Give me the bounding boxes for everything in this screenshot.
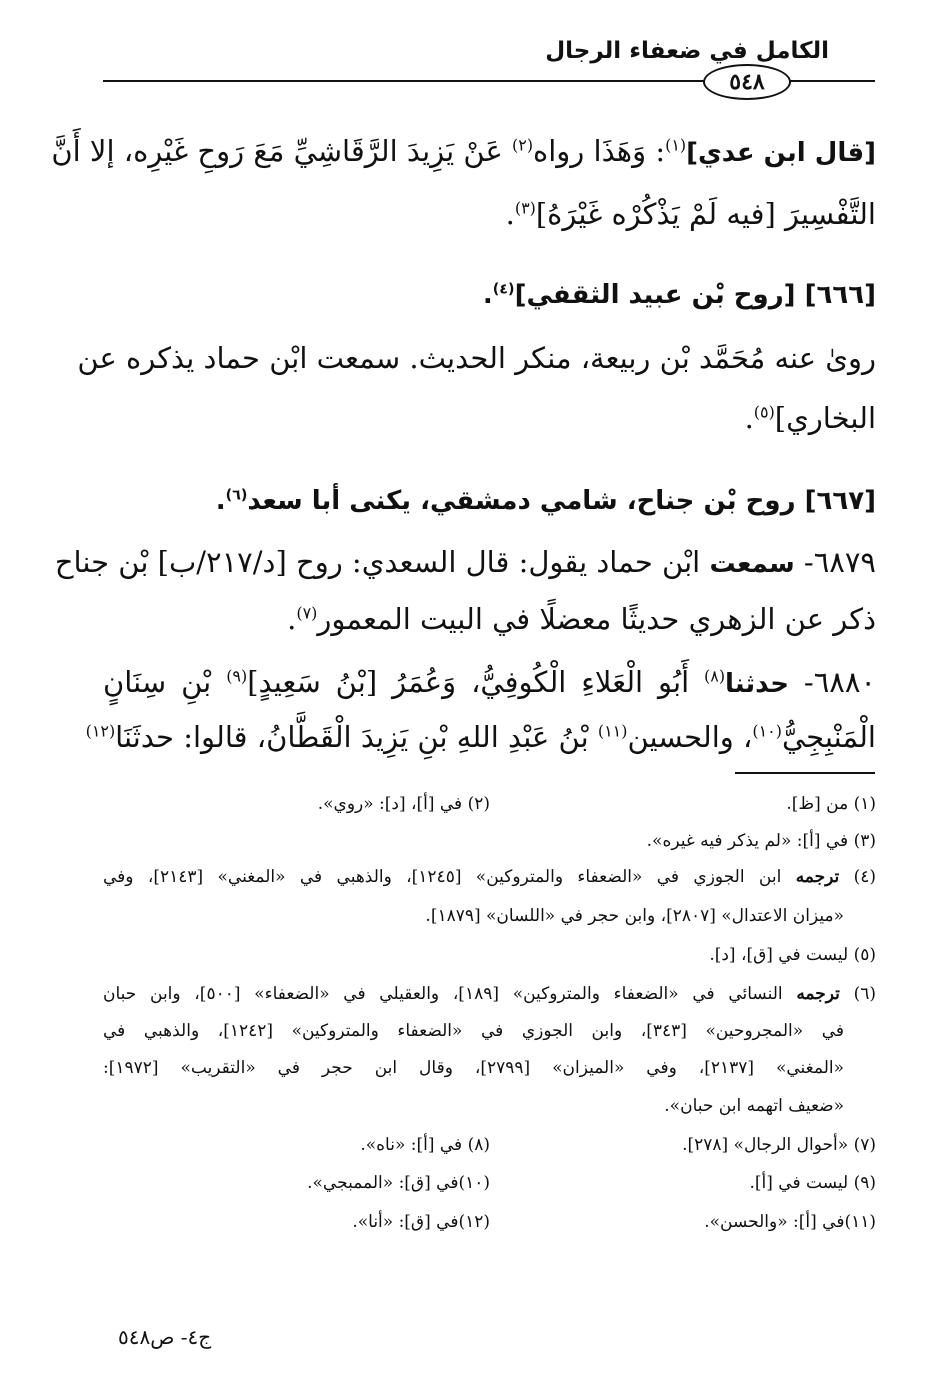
body-line	[54, 542, 876, 584]
footnote-ref: (١١)	[597, 721, 628, 741]
footnote-6	[103, 979, 876, 1009]
hadith-number: ٦٨٧٩-	[803, 545, 876, 579]
volume-page-reference: ج٤- ص٥٤٨	[118, 1325, 212, 1349]
footnote-keyword: ترجمه	[795, 867, 840, 887]
footnote-6-cont: «المغني» [٢١٣٧]، وفي «الميزان» [٢٧٩٩]، وقال ابن حجر في «التقريب» [١٩٧٢]:	[103, 1058, 844, 1078]
entry-heading-text: [٦٦٦] [روح بْن عبيد الثقفي]	[514, 280, 876, 310]
body-line	[103, 194, 876, 234]
narration-keyword: حدثنا	[725, 669, 789, 699]
body-line	[103, 599, 876, 639]
footnote-ref: (٢)	[512, 135, 534, 155]
footnote-ref: (٦)	[225, 487, 248, 504]
editor-insertion: [قال ابن عدي]	[686, 138, 876, 168]
body-text: .	[215, 486, 226, 516]
footnote-text: النسائي في «الضعفاء والمتروكين» [١٨٩]، والعقيلي في «الضعفاء» [٥٠٠]، وابن حبان	[103, 984, 783, 1004]
body-line	[103, 398, 876, 438]
footnote-ref: (٤)	[492, 281, 515, 298]
entry-heading-text: [٦٦٧] روح بْن جناح، شامي دمشقي، يكنى أبا سعد	[247, 486, 876, 516]
footnote-ref: (١٢)	[85, 721, 116, 741]
body-text: البخاري]	[774, 401, 876, 435]
body-line	[103, 662, 876, 704]
body-text: الْمَنْبِجِيُّ	[781, 720, 876, 754]
footnote-ref: (٩)	[226, 666, 248, 686]
body-text: .	[744, 401, 754, 435]
footnote-4	[103, 862, 876, 892]
footnote-ref: (٥)	[753, 402, 775, 422]
body-text: .	[482, 280, 493, 310]
body-text: ذكر عن الزهري حديثًا معضلًا في البيت المعمور	[317, 602, 876, 636]
footnote-7: (٧) «أحوال الرجال» [٢٧٨].	[682, 1135, 876, 1155]
entry-heading-666	[103, 275, 876, 315]
footnote-3: (٣) في [أ]: «لم يذكر فيه غيره».	[646, 831, 876, 851]
body-text: عَنْ يَزِيدَ الرَّقَاشِيِّ مَعَ رَوحِ غَيْرِه، إلا أَنَّ	[51, 134, 513, 168]
footnote-5: (٥) ليست في [ق]، [د].	[709, 945, 876, 965]
body-text: التَّفْسِيرَ [فيه لَمْ يَذْكُرْه غَيْرَهُ]	[535, 197, 876, 231]
footnote-6-cont: «ضعيف اتهمه ابن حبان».	[664, 1096, 844, 1116]
footnote-text: ابن الجوزي في «الضعفاء والمتروكين» [١٢٤٥]، والذهبي في «المغني» [٢١٤٣]، وفي	[103, 867, 782, 887]
body-text: .	[505, 197, 515, 231]
entry-heading-667	[103, 481, 876, 521]
footnote-ref: (٨)	[704, 666, 726, 686]
footnote-number: (٦)	[853, 984, 876, 1004]
hadith-number: ٦٨٨٠-	[803, 665, 876, 699]
footnote-ref: (٧)	[296, 603, 318, 623]
narration-keyword: سمعت	[709, 549, 795, 579]
footnote-keyword: ترجمه	[796, 984, 840, 1004]
body-line	[77, 338, 876, 378]
body-text: بْنِ سِنَانٍ	[103, 665, 212, 699]
body-text: .	[287, 602, 297, 636]
footnote-4-cont: «ميزان الاعتدال» [٢٨٠٧]، وابن حجر في «اللسان» [١٨٧٩].	[425, 906, 844, 926]
footnote-ref: (١٠)	[752, 721, 782, 741]
running-title: الكامل في ضعفاء الرجال	[545, 38, 829, 64]
body-text: ابْن حماد يقول: قال السعدي: روح [د/٢١٧/ب] بْن جناح	[54, 545, 701, 579]
footnote-2: (٢) في [أ]، [د]: «روي».	[317, 794, 490, 814]
body-text: أَبُو الْعَلاءِ الْكُوفِيُّ، وَعُمَرُ [بْنُ سَعِيدٍ]	[247, 665, 690, 699]
footnote-number: (٤)	[853, 867, 877, 887]
footnote-6-cont: في «المجروحين» [٣٤٣]، وابن الجوزي في «الضعفاء والمتروكين» [١٢٤٢]، والذهبي في	[103, 1021, 844, 1041]
footnote-ref: (١)	[665, 135, 687, 155]
footnote-10: (١٠)في [ق]: «الممبجي».	[307, 1173, 490, 1193]
body-line	[85, 717, 876, 757]
footnote-separator	[735, 772, 875, 774]
footnote-1: (١) من [ظ].	[786, 794, 876, 814]
body-text: ، والحسين	[627, 720, 753, 754]
footnote-8: (٨) في [أ]: «ناه».	[360, 1135, 490, 1155]
body-text: روىٰ عنه مُحَمَّد بْن ربيعة، منكر الحديث. سمعت ابْن حماد يذكره عن	[77, 341, 876, 375]
footnote-9: (٩) ليست في [أ].	[749, 1173, 876, 1193]
body-text: : وَهَذَا رواه	[533, 134, 666, 168]
footnote-12: (١٢)في [ق]: «أنا».	[352, 1212, 490, 1232]
page-number: ٥٤٨	[703, 64, 791, 100]
body-line	[51, 131, 876, 173]
footnote-11: (١١)في [أ]: «والحسن».	[704, 1212, 876, 1232]
body-text: بْنُ عَبْدِ اللهِ بْنِ يَزِيدَ الْقَطَّانُ، قالوا: حدثَنَا	[115, 720, 589, 754]
footnote-ref: (٣)	[514, 198, 536, 218]
